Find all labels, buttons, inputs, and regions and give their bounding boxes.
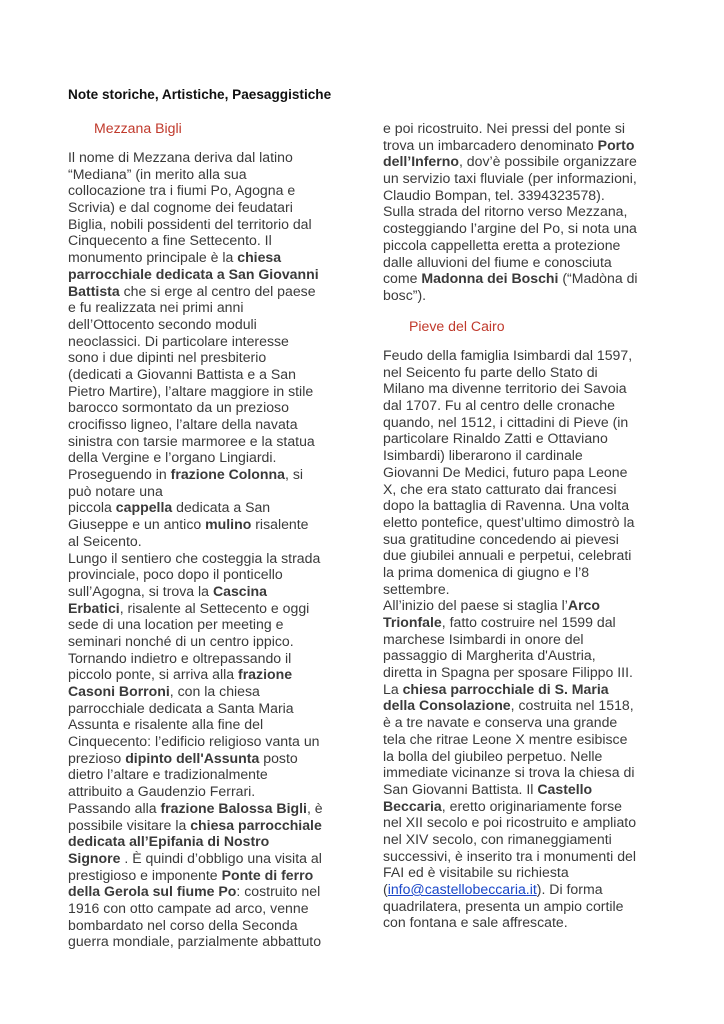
text-segment: Pietro Martire), l’altare maggiore in stile [68,382,314,399]
text-segment: nel XII secolo e poi ricostruito e ampliato [383,814,637,831]
text-segment: Il nome di Mezzana deriva dal latino [68,149,293,165]
text-line [383,714,663,731]
text-line [383,731,663,748]
text-line [383,187,663,204]
text-segment: barocco sormontato da un prezioso [68,399,289,416]
text-line [383,798,663,815]
text-line [383,447,663,464]
text-line [383,237,663,254]
text-line [383,347,663,364]
text-segment: nel XIV secolo, con rimaneggiamenti [383,830,612,847]
text-line [68,666,368,683]
text-line [68,149,368,166]
text-segment: monumento principale è la [68,249,238,266]
text-segment: . È quindi d’obbligo una visita al [120,849,322,866]
text-segment: un servizio taxi fluviale (per informazioni, [383,170,637,187]
bold-text: Ponte di ferro [221,866,314,883]
text-line [383,898,663,915]
text-segment: crocifisso ligneo, l’altare della navata [68,416,298,432]
text-segment: Cinquecento: l’edificio religioso vanta un [68,733,320,750]
mezzana-bigli-text [68,149,368,950]
section-heading-pieve-del-cairo: Pieve del Cairo [409,318,505,334]
text-segment: successivi, è inserito tra i monumenti del [383,847,637,864]
text-segment: All’inizio del paese si staglia l’ [383,597,568,614]
text-segment: particolare Rinaldo Zatti e Ottaviano [383,430,608,447]
text-line [383,170,663,187]
text-segment: Biglia, nobili possidenti del territorio dal [68,215,312,232]
text-line [383,597,663,614]
text-segment: dell’Ottocento secondo moduli [68,315,257,332]
text-segment: La [383,680,403,697]
text-segment: X, che era stato catturato dai francesi [383,480,617,497]
text-line [68,550,368,567]
text-segment: con fontana e sale affrescate. [383,914,568,931]
text-line [68,566,368,583]
bold-text: chiesa [237,249,282,266]
text-segment: Feudo della famiglia Isimbardi dal 1597, [383,347,633,363]
text-line [68,850,368,867]
text-segment: Assunta e risalente alla fine del [68,716,264,733]
text-segment: parrocchiale dedicata a Santa Maria [68,699,294,716]
bold-text: della Gerola sul fiume Po [68,883,237,900]
text-segment: quadrilatera, presenta un ampio cortile [383,897,624,914]
text-segment: , risalente al Settecento e oggi [119,599,310,616]
bold-text: Cascina [212,582,267,599]
text-line [68,516,368,533]
text-line [383,581,663,598]
text-segment: quando, nel 1512, i cittadini di Pieve (in [383,413,629,430]
text-segment: : costruito nel [236,883,321,900]
bold-text: Beccaria [383,797,442,814]
text-segment: Tornando indietro e oltrepassando il [68,649,292,666]
bold-text: dipinto dell'Assunta [125,749,260,766]
text-segment: Lungo il sentiero che costeggia la strada [68,549,321,566]
text-segment: Passando alla [68,799,161,816]
text-line [68,366,368,383]
text-segment: Giuseppe e un antico [68,516,206,533]
bold-text: Signore [68,849,121,866]
bold-text: chiesa parrocchiale di S. Maria [402,680,609,697]
text-segment: (“Madòna di [558,270,638,287]
text-segment: Cinquecento a fine Settecento. Il [68,232,272,249]
text-line [68,616,368,633]
text-line [68,466,368,483]
text-segment: e fu realizzata nei primi anni [68,299,244,316]
text-line [383,647,663,664]
text-line [383,681,663,698]
text-line [68,917,368,934]
text-line [383,764,663,781]
text-line [383,430,663,447]
text-line [68,833,368,850]
text-segment: collocazione tra i fiumi Po, Agogna e [68,182,296,199]
text-line [383,697,663,714]
text-line [68,249,368,266]
text-line [68,283,368,300]
text-segment: Giovanni De Medici, futuro papa Leone [383,463,628,480]
text-segment: , fatto costruire nel 1599 dal [441,614,616,630]
document-title: Note storiche, Artistiche, Paesaggistiche [68,87,332,102]
text-segment: neoclassici. Di particolare interesse [68,332,289,349]
bold-text: frazione [238,666,293,683]
text-line [68,683,368,700]
text-segment: “Mediana” (in merito alla sua [68,165,247,182]
text-line [383,203,663,220]
text-line [383,881,663,898]
text-line [68,449,368,466]
text-segment: dopo la battaglia di Ravenna. Una volta [383,497,630,514]
bold-text: dedicata all’Epifania di Nostro [68,833,270,850]
text-line [68,650,368,667]
text-line [68,716,368,733]
bold-text: chiesa parrocchiale [190,816,322,833]
text-segment: bombardato nel corso della Seconda [68,916,298,933]
text-line [383,120,663,137]
text-segment: sono i due dipinti nel presbiterio [68,349,267,366]
text-segment: è a tre navate e conserva una grande [383,714,618,731]
text-line [68,583,368,600]
text-line [68,433,368,450]
bold-text: dell’Inferno [383,153,459,170]
text-segment: può notare una [68,482,163,499]
text-segment: , eretto originariamente forse [441,797,622,814]
text-segment: piccola [68,499,116,516]
text-line [68,533,368,550]
text-line [68,867,368,884]
text-segment: provinciale, poco dopo il ponticello [68,566,283,583]
text-line [68,416,368,433]
text-line [68,900,368,917]
bold-text: Battista [68,282,120,299]
text-line [68,349,368,366]
text-line [383,748,663,765]
text-segment: (dedicati a Giovanni Battista e a San [68,365,296,382]
text-segment: diretta in Spagna per sposare Filippo III. [383,664,633,681]
text-segment: Sulla strada del ritorno verso Mezzana, [383,203,628,220]
text-segment: dal 1707. Fu al centro delle cronache [383,397,615,414]
text-line [383,254,663,271]
text-segment: , costruita nel 1518, [510,697,634,714]
text-segment: della Vergine e l’organo Lingiardi. [68,449,277,466]
text-segment: marchese Isimbardi in onore del [383,630,584,647]
text-segment: dedicata a San [172,499,271,516]
text-segment: FAI ed è visitabile su richiesta [383,864,569,881]
text-segment: e poi ricostruito. Nei pressi del ponte si [383,120,626,136]
bold-text: cappella [115,499,173,516]
text-segment: sinistra con tarsie marmoree e la statua [68,432,315,449]
text-line [68,800,368,817]
text-segment: , si [284,466,303,483]
text-line [68,383,368,400]
text-line [68,733,368,750]
text-line [68,883,368,900]
text-segment: costeggiando l’argine del Po, si nota una [383,220,637,237]
text-segment: possibile visitare la [68,816,191,833]
text-line [383,414,663,431]
bold-text: della Consolazione [383,697,511,714]
text-segment: tela che ritrae Leone X mentre esibisce [383,730,628,747]
text-segment: , dov’è possibile organizzare [458,153,637,170]
text-segment: due giubilei annuali e perpetui, celebrati [383,547,632,564]
text-segment: la prima domenica di giugno e l’8 [383,563,590,580]
text-line [68,933,368,950]
text-line [68,333,368,350]
text-line [383,914,663,931]
text-segment: sede di una location per meeting e [68,616,284,633]
text-segment: , con la chiesa [169,683,260,699]
text-segment: trova un imbarcadero denominato [383,136,598,153]
text-segment: dalle alluvioni del fiume e conosciuta [383,253,612,270]
text-segment: Milano ma divenne territorio dei Savoia [383,380,627,397]
text-segment: prezioso [68,749,126,766]
bold-text: mulino [205,516,252,533]
bold-text: parrocchiale dedicata a San Giovanni [68,265,319,282]
text-segment: immediate vicinanze si trova la chiesa di [383,764,635,781]
text-segment: guerra mondiale, parzialmente abbattuto [68,933,322,950]
text-line [68,182,368,199]
text-line [383,220,663,237]
bold-text: Trionfale [383,614,442,630]
text-segment: passaggio di Margherita d'Austria, [383,647,596,664]
bold-text: frazione Balossa Bigli [160,799,307,816]
text-line [68,232,368,249]
text-segment: prestigioso e imponente [68,866,222,883]
text-segment: al Seicento. [68,532,142,549]
text-segment: ( [383,881,388,897]
bold-text: Erbatici [68,599,120,616]
text-line [68,483,368,500]
text-segment: San Giovanni Battista. Il [383,780,538,797]
text-line [68,499,368,516]
text-line [383,481,663,498]
text-segment: eletto pontefice, quest’ultimo dimostrò la [383,513,635,530]
text-line [383,564,663,581]
text-segment: nel Seicento fu parte dello Stato di [383,363,598,380]
text-segment: Isimbardi) liberarono il cardinale [383,447,583,464]
bold-text: frazione Colonna [170,466,285,483]
text-segment: dietro l’altare e tradizionalmente [68,766,268,783]
text-line [383,547,663,564]
bold-text: Arco [567,597,601,614]
text-line [383,514,663,531]
text-line [383,137,663,154]
text-line [383,848,663,865]
text-line [383,464,663,481]
text-segment: Proseguendo in [68,466,171,483]
text-line [383,831,663,848]
text-segment: sull’Agogna, si trova la [68,582,213,599]
mezzana-bigli-continuation [383,120,663,304]
text-line [68,199,368,216]
text-line [68,600,368,617]
bold-text: Castello [537,780,593,797]
text-line [68,166,368,183]
bold-text: Madonna dei Boschi [421,270,559,287]
text-segment: posto [259,749,298,766]
text-segment: Scrivia) e dal cognome dei feudatari [68,199,293,216]
text-line [68,399,368,416]
text-segment: bosc”). [383,286,427,303]
text-line [68,633,368,650]
text-segment: sua gratitudine concedendo ai pievesi [383,530,619,547]
bold-text: Porto [597,136,635,153]
text-segment: 1916 con otto campate ad arco, venne [68,899,309,916]
text-line [383,364,663,381]
text-segment: che si erge al centro del paese [119,282,316,299]
text-line [383,270,663,287]
text-line [383,614,663,631]
text-segment: risalente [251,516,309,533]
section-heading-mezzana-bigli: Mezzana Bigli [94,120,182,136]
text-segment: seminari nonché di un centro ippico. [68,632,294,649]
text-line [383,864,663,881]
text-line [68,700,368,717]
text-line [68,766,368,783]
bold-text: Casoni Borroni [68,683,170,699]
text-segment: piccola cappelletta eretta a protezione [383,236,621,253]
text-line [68,266,368,283]
text-line [68,817,368,834]
text-line [383,814,663,831]
text-segment: attribuito a Gaudenzio Ferrari. [68,783,256,800]
text-segment: la bolla del giubileo perpetuo. Nelle [383,747,603,764]
text-line [383,153,663,170]
text-line [68,750,368,767]
text-segment: settembre. [383,580,450,597]
text-line [383,531,663,548]
text-line [383,397,663,414]
pieve-del-cairo-text [383,347,663,931]
text-line [68,299,368,316]
text-line [68,216,368,233]
text-line [383,287,663,304]
text-line [383,497,663,514]
text-segment: Claudio Bompan, tel. 3394323578). [383,186,605,203]
email-link[interactable]: info@castellobeccaria.it [387,881,537,897]
text-line [383,380,663,397]
text-segment: ). Di forma [536,881,603,897]
text-line [68,316,368,333]
text-segment: come [383,270,422,287]
text-line [383,781,663,798]
text-line [383,664,663,681]
text-segment: piccolo ponte, si arriva alla [68,666,238,683]
text-line [68,783,368,800]
text-segment: , è [306,799,323,816]
right-column [383,120,663,304]
text-line [383,631,663,648]
